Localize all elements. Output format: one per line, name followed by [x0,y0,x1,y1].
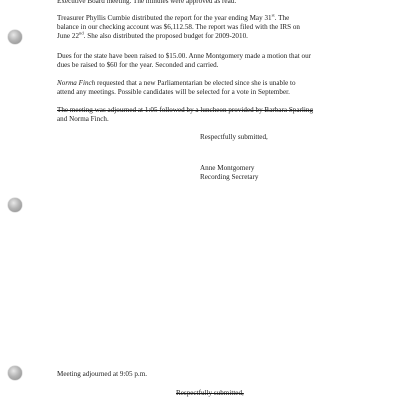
parliamentarian-line-1-text: requested that a new Parliamentarian be elected since she is unable to [95,79,296,87]
treasurer-line-3 [57,32,248,41]
signature-name: Anne Montgomery [200,164,255,172]
treasurer-line-3-end: . She also distributed the proposed budget for 2009-2010. [83,32,248,40]
treasurer-line-3-superscript: nd [79,30,84,36]
punch-hole-bottom [8,366,22,380]
meeting-adjourned-line: Meeting adjourned at 9:05 p.m. [57,370,148,378]
punch-hole-middle [8,198,22,212]
adjourn-line-1: The meeting was adjourned at 1:05 followed by a luncheon provided by Barbara Sparling [57,106,314,114]
intro-line: Executive Board meeting. The minutes were approved as read. [57,0,237,5]
treasurer-line-1-end: . The [274,14,290,22]
treasurer-line-2: balance in our checking account was $6,112.58. The report was filed with the IRS on [57,23,300,31]
dues-line-1: Dues for the state have been raised to $15.00. Anne Montgomery made a motion that our [57,52,312,60]
punch-hole-top [8,30,22,44]
parliamentarian-line-1 [57,79,296,88]
closing-respectfully-submitted-bottom: Respectfully submitted, [176,389,244,397]
treasurer-line-1-text: Treasurer Phyllis Cumbie distributed the report for the year ending May 31 [57,14,272,22]
adjourn-line-2: and Norma Finch. [57,115,109,123]
parliamentarian-line-2: attend any meetings. Possible candidates will be selected for a vote in September. [57,88,290,96]
treasurer-line-3-text: June 22 [57,32,80,40]
closing-respectfully-submitted: Respectfully submitted, [200,133,268,141]
parliamentarian-name: Norma Finch [57,79,96,87]
treasurer-line-1 [57,14,289,23]
signature-title: Recording Secretary [200,173,259,181]
dues-line-2: dues be raised to $60 for the year. Seconded and carried. [57,61,219,69]
treasurer-line-1-superscript: st [271,12,275,18]
